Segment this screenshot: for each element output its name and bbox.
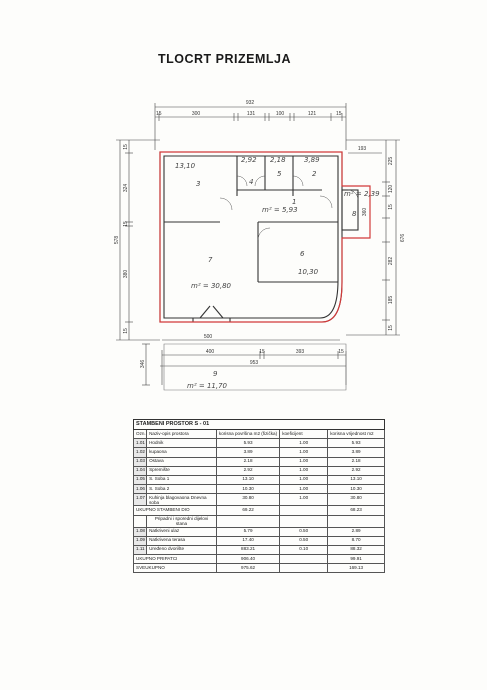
dim-bottom-500: 500 [203,334,213,340]
grand-total-label: SVEUKUPNO [134,564,217,573]
row-area: 5.93 [216,439,279,448]
room-number-4: 4 [249,178,254,186]
room-number-6: 6 [300,250,305,258]
row-name: S. Soba 2 [147,485,217,494]
row-area: 10.30 [216,485,279,494]
row-value: 3.89 [328,448,385,457]
empty-cell [280,564,328,573]
dim-bottom-15a: 15 [259,349,265,355]
dim-top-5: 121 [307,111,317,117]
row-name: Uređeno dvorište [147,545,217,554]
dim-left-2: 324 [123,183,129,193]
room-number-9: 9 [213,370,218,378]
dim-right-6: 15 [388,325,394,331]
dim-bottom-400: 400 [205,349,215,355]
row-name: Ostava [147,457,217,466]
row-id: 1.03 [134,457,147,466]
area-label-terasa: m² = 11,70 [187,382,227,390]
row-area: 2.18 [216,457,279,466]
row-coef: 0.50 [280,536,328,545]
row-area: 30.80 [216,494,279,506]
grand-total-row [134,564,385,573]
row-area: 5.79 [216,527,279,536]
table-row [134,485,385,494]
dim-left-1: 15 [123,144,129,150]
dim-left-4: 380 [123,269,129,279]
header-povrsina: korisna površina m2 (fizička) [216,430,279,439]
dim-right-total: 676 [400,233,406,243]
empty-cell [134,515,147,527]
door-arc-6 [258,228,270,240]
dim-right-2: 120 [388,184,394,194]
dim-top-1: 15 [156,111,162,117]
empty-cell [280,506,328,515]
row-value: 8.70 [328,536,385,545]
row-area: 883.21 [216,545,279,554]
header-koeficijent: koeficijent [280,430,328,439]
dim-top-3: 131 [246,111,256,117]
row-coef: 0.10 [280,545,328,554]
row-coef: 1.00 [280,466,328,475]
grand-area: 975.62 [216,564,279,573]
dim-top-4: 100 [275,111,285,117]
empty-cell [216,515,279,527]
dim-bottom-953: 953 [249,360,259,366]
row-value: 2.18 [328,457,385,466]
dim-top-6: 15 [336,111,342,117]
table-row [134,448,385,457]
row-name: Kuhinja blagovaona Dnevna soba [147,494,217,506]
area-label-spremiste: 2,92 [241,156,257,164]
row-area: 17.40 [216,536,279,545]
area-label-dnevna: m² = 30,80 [191,282,231,290]
room-number-1: 1 [292,198,297,206]
door-arc-1 [220,198,232,210]
row-id: 1.05 [134,475,147,484]
row-coef: 0.50 [280,527,328,536]
table-header-row [134,430,385,439]
row-coef: 1.00 [280,475,328,484]
header-naziv: Naziv-opis prostora [147,430,217,439]
row-name: Natkrivena terasa [147,536,217,545]
row-area: 3.89 [216,448,279,457]
subtotal-row [134,506,385,515]
row-coef: 1.00 [280,439,328,448]
header-ozn: Ozn. [134,430,147,439]
area-label-8: m² = 2,39 [344,190,380,198]
dim-346: 346 [140,359,146,369]
row-id: 1.02 [134,448,147,457]
subtotal-label: UKUPNO STAMBENI DIO [134,506,217,515]
door-arc-5 [320,196,332,208]
row-id: 1.09 [134,536,147,545]
row-value: 10.30 [328,485,385,494]
table-row [134,457,385,466]
room-number-5: 5 [277,170,282,178]
row-id: 1.01 [134,439,147,448]
row-area: 13.10 [216,475,279,484]
subtotal-area: 69.22 [216,506,279,515]
grand-value: 169.13 [328,564,385,573]
empty-cell [328,515,385,527]
header-vrijednost: korisna vrijednost m2 [328,430,385,439]
room-number-7: 7 [208,256,213,264]
table-row [134,466,385,475]
dim-left-3: 15 [123,221,129,227]
dim-top-total: 932 [245,100,255,106]
row-coef: 1.00 [280,448,328,457]
table-row [134,439,385,448]
dim-right-3: 15 [388,204,394,210]
row-name: Natkriveni ulaz [147,527,217,536]
row-coef: 1.00 [280,457,328,466]
door-arc-3 [255,176,265,186]
dim-bottom-15b: 15 [338,349,344,355]
dim-right-5: 185 [388,295,394,305]
row-area: 2.92 [216,466,279,475]
dim-right-4: 282 [388,256,394,266]
table-row [134,527,385,536]
row-coef: 1.00 [280,494,328,506]
annex-area-total: 906.40 [216,555,279,564]
annex-label: Pripadni i sporedni dijelovi stana [147,515,217,527]
dim-360: 360 [362,207,368,217]
row-value: 88.32 [328,545,385,554]
dim-left-total: 578 [114,235,120,245]
area-label-ostava: 2,18 [270,156,286,164]
subtotal-value: 68.23 [328,506,385,515]
annex-value-total: 99.91 [328,555,385,564]
row-value: 2.92 [328,466,385,475]
row-name: Hodnik [147,439,217,448]
room-number-8: 8 [352,210,357,218]
area-label-hodnik: m² = 5,93 [262,206,298,214]
row-name: S. Soba 1 [147,475,217,484]
page-title: TLOCRT PRIZEMLJA [158,52,291,66]
door-arc-2 [237,176,247,186]
row-coef: 1.00 [280,485,328,494]
area-label-soba2: 10,30 [298,268,319,276]
row-id: 1.11 [134,545,147,554]
annex-total-row [134,555,385,564]
row-name: Spremište [147,466,217,475]
dim-left-5: 15 [123,328,129,334]
area-label-soba1: 13,10 [175,162,196,170]
door-arc-4 [293,176,303,186]
dim-top-2: 300 [191,111,201,117]
room-number-2: 2 [312,170,317,178]
table-section-title-row [134,420,385,430]
area-table [133,419,385,573]
row-value: 5.93 [328,439,385,448]
table-row [134,494,385,506]
row-name: kupaona [147,448,217,457]
area-label-kupaona: 3,89 [304,156,320,164]
dim-right-1: 225 [388,156,394,166]
dim-bottom-393: 393 [295,349,305,355]
row-id: 1.08 [134,527,147,536]
empty-cell [280,555,328,564]
table-section-title: STAMBENI PROSTOR S - 01 [134,420,385,430]
row-id: 1.07 [134,494,147,506]
table-row [134,475,385,484]
row-id: 1.06 [134,485,147,494]
table-row [134,536,385,545]
room-number-3: 3 [196,180,201,188]
dim-193: 193 [357,146,367,152]
row-id: 1.04 [134,466,147,475]
row-value: 30.80 [328,494,385,506]
table-row [134,545,385,554]
row-value: 13.10 [328,475,385,484]
annex-total-label: UKUPNO PRIPATCI [134,555,217,564]
row-value: 2.89 [328,527,385,536]
empty-cell [280,515,328,527]
annex-label-row [134,515,385,527]
